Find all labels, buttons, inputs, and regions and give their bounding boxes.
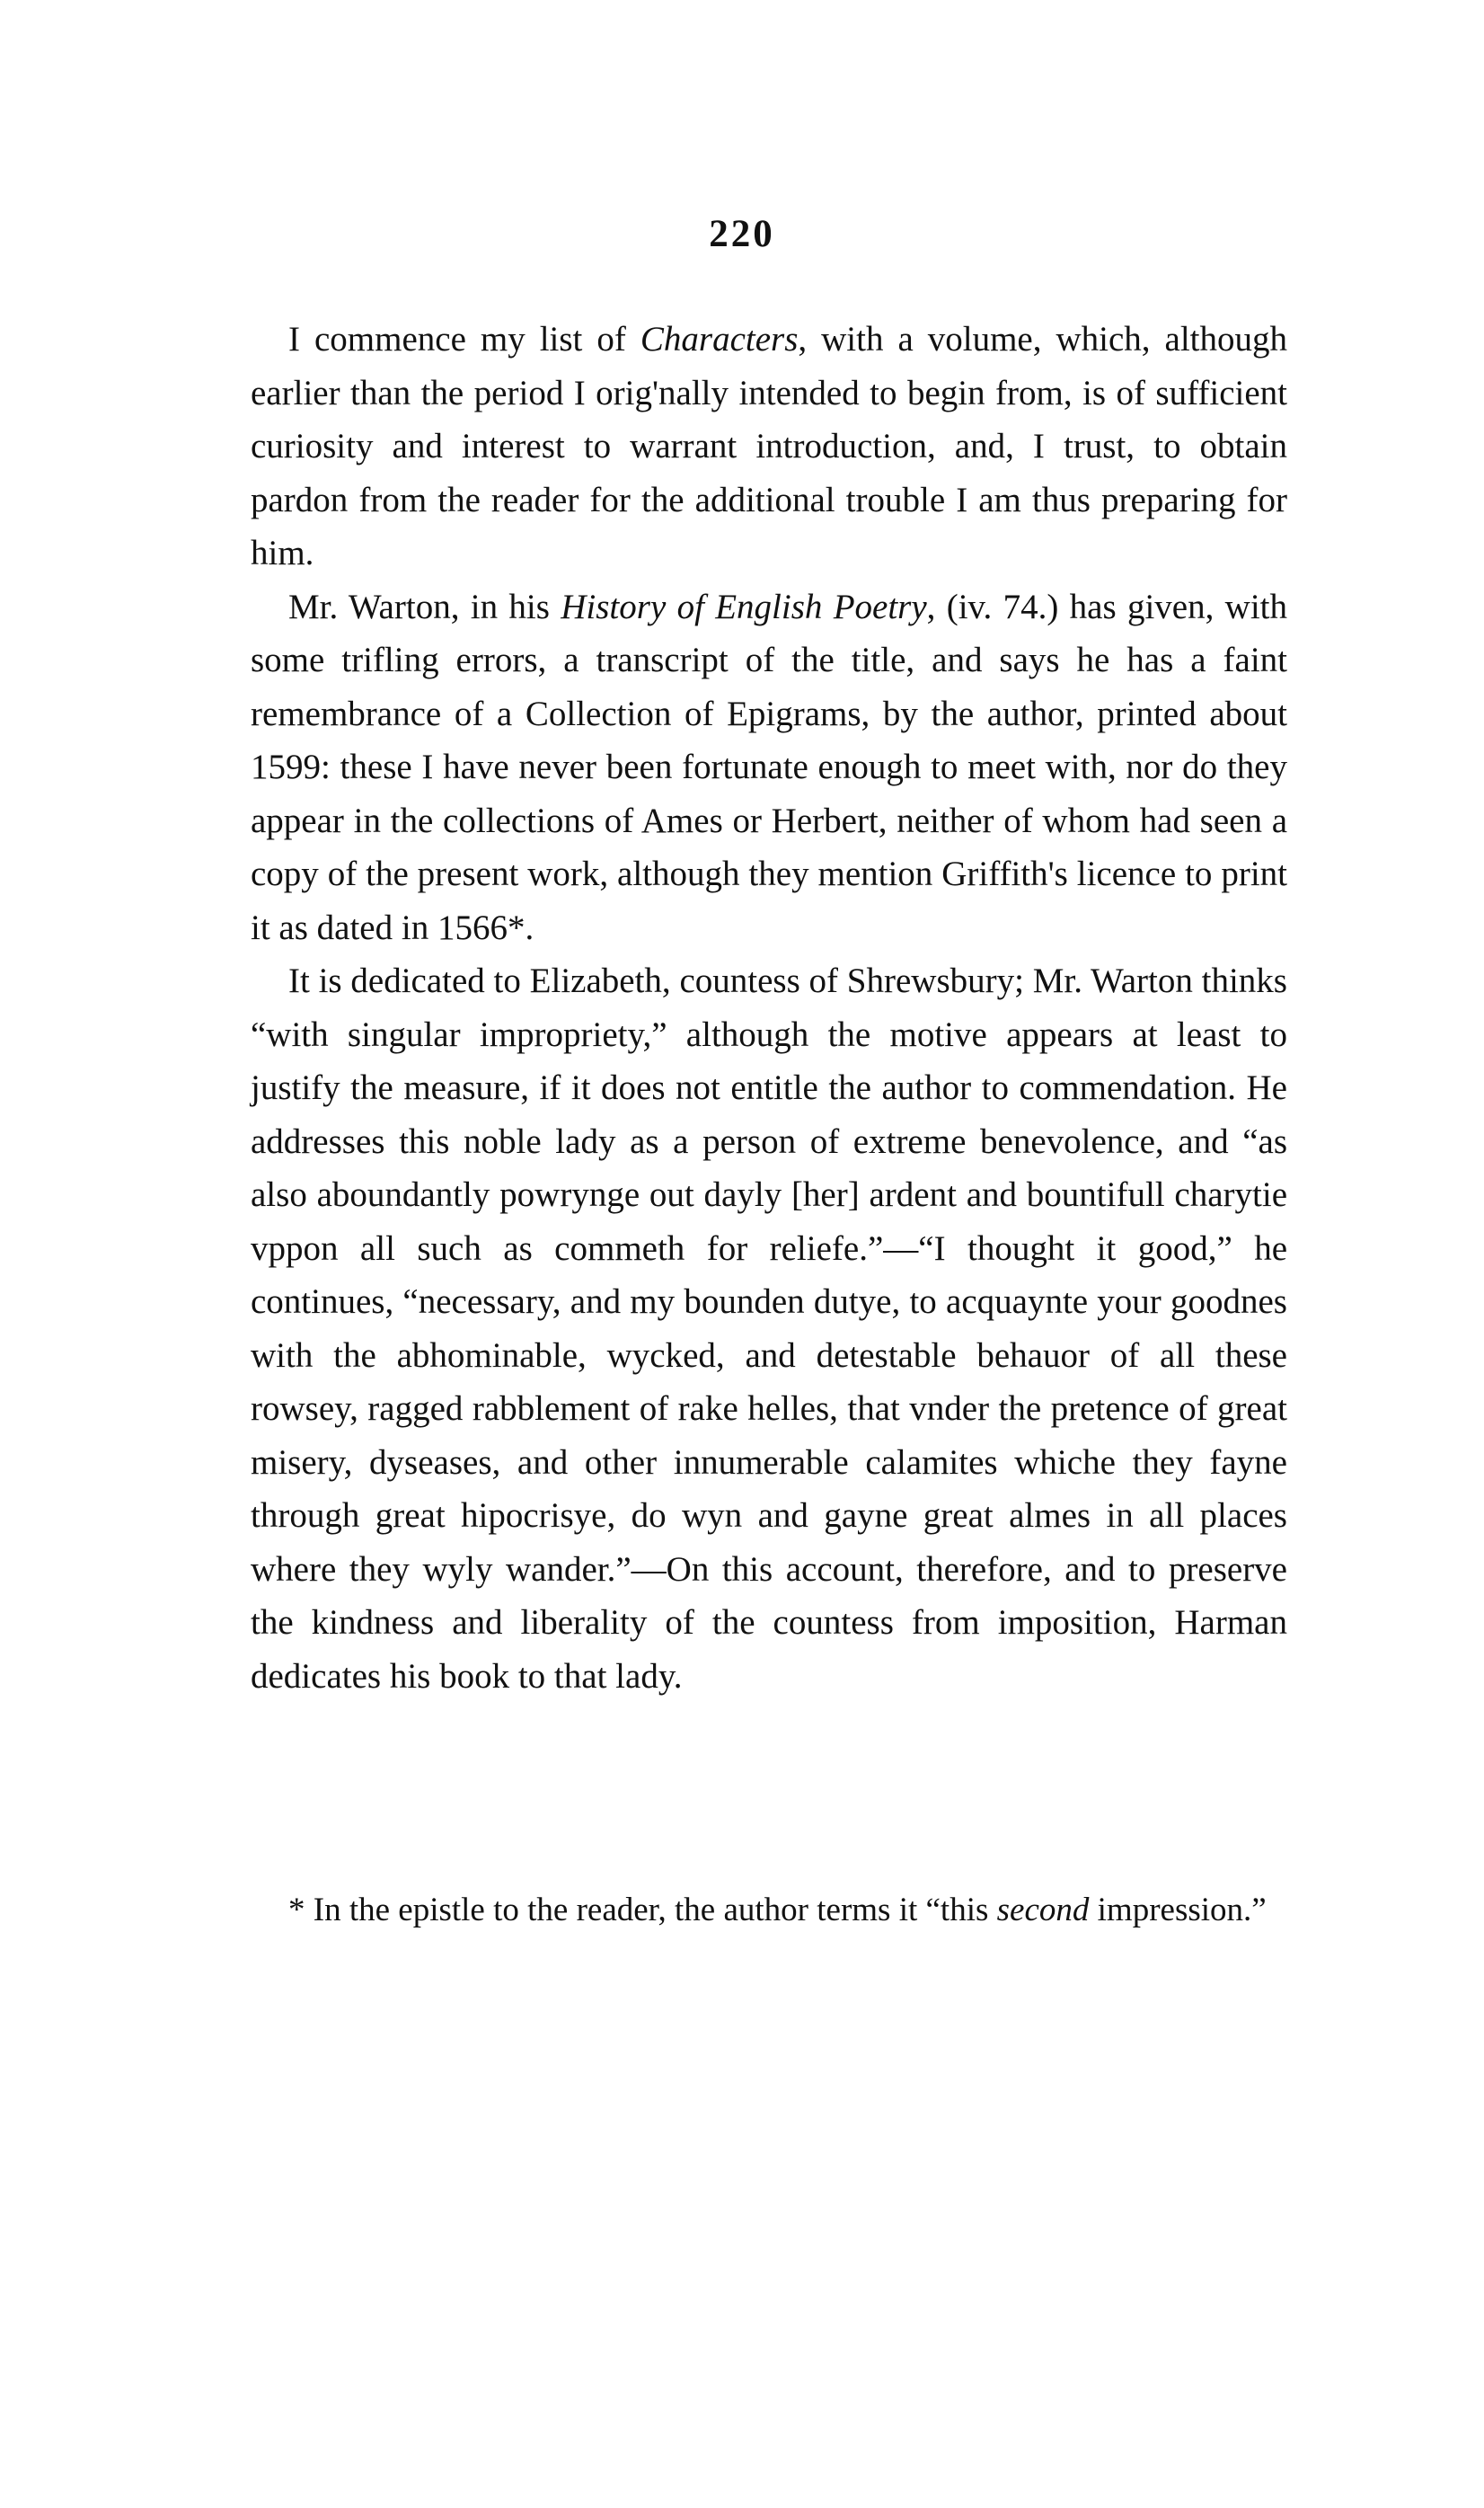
paragraph-text: , with a volume, which, although earlier than the period I orig'nally intended to begin from, is of sufficient curiosity and interest to warrant introduction, and, I trust, to obtain pardon from the reader for the additional trouble I am thus preparing for him.	[251, 320, 1288, 572]
paragraph-text: Mr. Warton, in his	[288, 587, 561, 626]
paragraph-text: It is dedicated to Elizabeth, countess of Shrewsbury; Mr. Warton thinks “with singular impropriety,” although the motive appears at least to justify the measure, if it does not entitle the author to commendation. He addresses this noble lady as a person of extreme benevolence, and “as also aboundantly powrynge out dayly [her] ardent and bountifull charytie vppon all such as commeth for reliefe.”—“I thought it good,” he continues, “necessary, and my bounden dutye, to acquaynte your goodnes with the abhominable, wycked, and detestable behauor of all these rowsey, ragged rabblement of rake helles, that vnder the pretence of great misery, dyseases, and other innumerable calamites whiche they fayne through great hipocrisye, do wyn and gayne great almes in all places where they wyly wander.”—On this account, therefore, and to preserve the kindness and liberality of the countess from imposition, Harman dedicates his book to that lady.	[251, 962, 1287, 1696]
paragraph	[251, 580, 1287, 955]
footnote-text: * In the epistle to the reader, the author terms it “this	[288, 1892, 997, 1928]
footnote-italic: second	[996, 1892, 1090, 1928]
paragraph-text: , (iv. 74.) has given, with some trifling errors, a transcript of the title, and says he has a faint remembrance of a Collection of Epigrams, by the author, printed about 1599: these I have never been fortunate enough to meet with, nor do they appear in the collections of Ames or Herbert, neither of whom had seen a copy of the present work, although they mention Griffith's licence to print it as dated in 1566*.	[251, 587, 1287, 947]
italic-title: History of English Poetry	[561, 587, 927, 626]
paragraph-text: I commence my list of	[288, 320, 640, 359]
footnote-text: impression.”	[1089, 1892, 1267, 1928]
paragraph	[251, 313, 1287, 580]
body-text	[251, 313, 1287, 1703]
footnote	[251, 1890, 1287, 1930]
page-number: 220	[709, 213, 775, 255]
italic-title: Characters	[640, 320, 799, 359]
paragraph	[251, 954, 1287, 1703]
